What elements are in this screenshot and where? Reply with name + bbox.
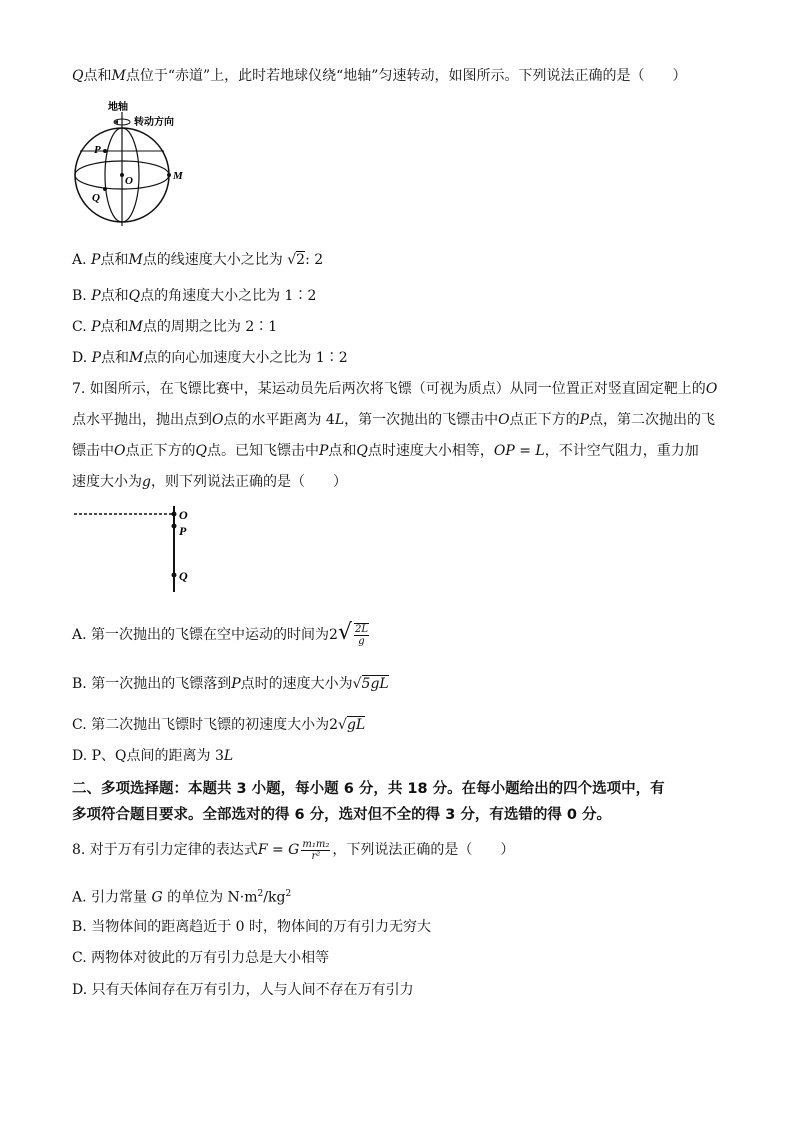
label-o: O bbox=[179, 508, 188, 522]
q7-stem-line3: 镖击中O点正下方的Q点。已知飞镖击中P点和Q点时速度大小相等，OP = L，不计空气阻力，重力加 bbox=[72, 443, 699, 459]
q7-stem-line4: 速度大小为g，则下列说法正确的是（ ） bbox=[72, 474, 347, 490]
q6-option-a[interactable]: A. P点和M点的线速度大小之比为 √2: 2 bbox=[72, 252, 324, 268]
q6-stem: Q点和M点位于“赤道”上，此时若地球仪绕“地轴”匀速转动，如图所示。下列说法正确的是（ ） bbox=[72, 68, 687, 84]
point-m bbox=[167, 173, 171, 177]
section2-heading-line1: 二、多项选择题：本题共 3 小题，每小题 6 分，共 18 分。在每小题给出的四个选项中，有 bbox=[72, 781, 665, 797]
globe-figure bbox=[70, 98, 195, 230]
q7-stem-line1: 7. 如图所示，在飞镖比赛中，某运动员先后两次将飞镖（可视为质点）从同一位置正对竖直固定靶上的O bbox=[72, 381, 718, 397]
dart-figure bbox=[72, 504, 202, 598]
sqrt-symbol: √ bbox=[287, 252, 297, 268]
sqrt-symbol: √ bbox=[337, 620, 352, 645]
q8-stem: 8. 对于万有引力定律的表达式F = G $\frac{\text{m₁m₂}}{\text{r²}}$ ，下列说法正确的是（ ） bbox=[72, 838, 515, 862]
label-p: P bbox=[179, 524, 187, 538]
q7-option-d[interactable]: D. P、Q点间的距离为 3L bbox=[72, 748, 234, 764]
sqrt-symbol: √ bbox=[352, 676, 362, 692]
q8-option-c[interactable]: C. 两物体对彼此的万有引力总是大小相等 bbox=[72, 950, 330, 966]
rotation-label: 转动方向 bbox=[134, 117, 174, 128]
q7-option-b[interactable]: B. 第一次抛出的飞镖落到P点时的速度大小为√5gL bbox=[72, 676, 389, 692]
q8-option-b[interactable]: B. 当物体间的距离趋近于 0 时，物体间的万有引力无穷大 bbox=[72, 919, 431, 935]
point-p bbox=[103, 149, 107, 153]
gravity-fraction: $\frac{\text{m₁m₂}}{\text{r²}}$ bbox=[302, 838, 330, 862]
axis-label: 地轴 bbox=[108, 102, 128, 113]
point-q bbox=[172, 573, 177, 578]
q7-option-c[interactable]: C. 第二次抛出飞镖时飞镖的初速度大小为2√gL bbox=[72, 717, 366, 733]
label-p: P bbox=[94, 144, 101, 156]
q6-option-c[interactable]: C. P点和M点的周期之比为 2∶1 bbox=[72, 319, 278, 335]
q7-stem-line2: 点水平抛出，抛出点到O点的水平距离为 4L，第一次抛出的飞镖击中O点正下方的P点，第二次抛出的飞 bbox=[72, 412, 716, 428]
point-o bbox=[120, 173, 124, 177]
label-o: O bbox=[125, 175, 133, 187]
point-p bbox=[172, 524, 177, 529]
q8-option-d[interactable]: D. 只有天体间存在万有引力，人与人间不存在万有引力 bbox=[72, 982, 414, 998]
q6-option-b[interactable]: B. P点和Q点的角速度大小之比为 1∶2 bbox=[72, 288, 317, 304]
label-q: Q bbox=[92, 192, 100, 204]
label-m: M bbox=[173, 170, 183, 182]
sqrt-symbol: √ bbox=[338, 717, 347, 733]
section2-heading-line2: 多项符合题目要求。全部选对的得 6 分，选对但不全的得 3 分，有选错的得 0 分。 bbox=[72, 807, 612, 823]
q7-option-a[interactable]: A. 第一次抛出的飞镖在空中运动的时间为2√ $\frac{2L}{g}$ bbox=[72, 620, 368, 647]
q8-option-a[interactable]: A. 引力常量 G 的单位为 $N\cdot m^2/kg^2$ bbox=[72, 889, 292, 906]
q6-option-d[interactable]: D. P点和M点的向心加速度大小之比为 1∶2 bbox=[72, 350, 348, 366]
label-q: Q bbox=[179, 569, 188, 583]
point-o bbox=[172, 512, 177, 517]
point-q bbox=[103, 187, 107, 191]
fraction: $\frac{2L}{g}$ bbox=[354, 624, 368, 647]
